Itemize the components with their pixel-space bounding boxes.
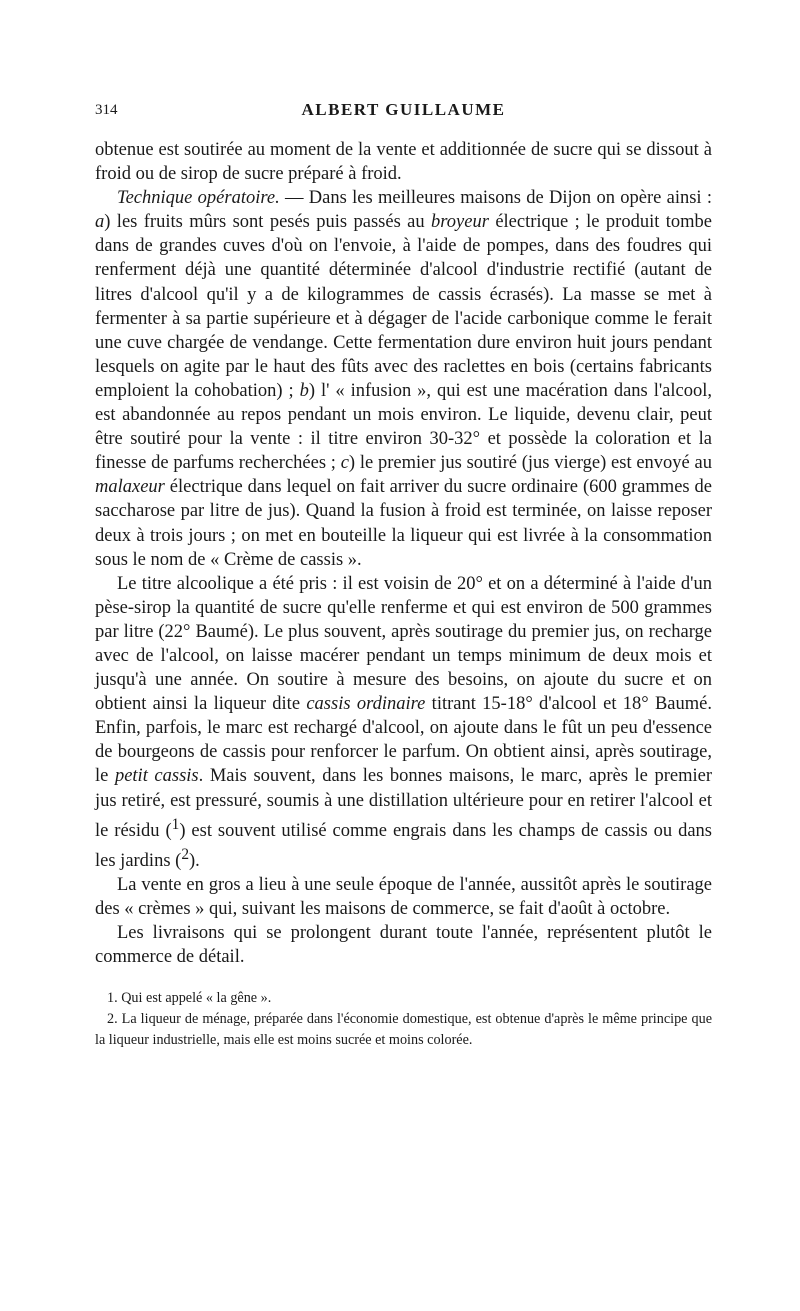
paragraph-4-text: La vente en gros a lieu à une seule époque de l'année, aussitôt après le soutirage des « crèmes » qui, suivant les maisons de commerce, se fait d'août à octobre.	[95, 875, 712, 920]
footnote-1: 1. Qui est appelé « la gêne ».	[107, 989, 272, 1006]
p2-text-a: — Dans les meilleures maisons de Dijon on opère ainsi :	[279, 188, 712, 209]
term-malaxeur: malaxeur	[95, 477, 165, 498]
footnote-ref-2[interactable]: 2	[181, 845, 190, 863]
p3-text-e: ).	[189, 851, 200, 872]
page-header	[95, 100, 712, 130]
list-label-b: b	[299, 380, 309, 401]
footnote-2: 2. La liqueur de ménage, préparée dans l'économie domestique, est obtenue d'après le même principe que la liqueur industrielle, mais elle est moins sucrée et moins colorée.	[95, 1010, 712, 1048]
paragraph-1-text: obtenue est soutirée au moment de la vente et additionnée de sucre qui se dissout à froid ou de sirop de sucre préparé à froid.	[95, 140, 712, 185]
p3-text-b: titrant 15-18° d'alcool et 18° Baumé. Enfin, parfois, le marc est rechargé d'alcool, on ajoute dans le fût un peu d'essence de bourgeons de cassis pour renforcer le parfum. On obtient ainsi, après soutirage, le	[95, 694, 712, 787]
book-page	[95, 100, 712, 1051]
paragraph-1	[95, 138, 712, 186]
p2-text-b: ) les fruits mûrs sont pesés puis passés au	[104, 212, 432, 233]
term-cassis-ordinaire: cassis ordinaire	[306, 694, 426, 715]
section-title-technique: Technique opératoire.	[117, 188, 280, 209]
term-petit-cassis: petit cassis	[114, 766, 199, 787]
p3-text-c: . Mais souvent, dans les bonnes maisons, le marc, après le premier jus retiré, est pressuré, soumis à une distillation ultérieure pour en retirer l'alcool et le résidu (	[95, 766, 712, 841]
p3-text-d: ) est souvent utilisé comme engrais dans les champs de cassis ou dans les jardins (	[95, 820, 712, 872]
list-label-a: a	[95, 212, 105, 233]
paragraph-3	[95, 572, 712, 873]
p2-text-e: ) le premier jus soutiré (jus vierge) est envoyé au	[348, 453, 712, 474]
running-head: ALBERT GUILLAUME	[301, 100, 506, 119]
p3-text-a: Le titre alcoolique a été pris : il est voisin de 20° et on a déterminé à l'aide d'un pèse-sirop la quantité de sucre qu'elle renferme et qui est environ de 500 grammes par litre (22° Baumé). Le plus souvent, après soutirage du premier jus, on recharge avec de l'alcool, on laisse macérer pendant un temps minimum de deux mois et jusqu'à une année. On soutire à mesure des besoins, on ajoute du sucre et on obtient ainsi la liqueur dite	[95, 573, 712, 715]
p2-text-c: électrique ; le produit tombe dans de grandes cuves d'où on l'envoie, à l'aide de pompes, dans des foudres qui renferment déjà une quantité déterminée d'alcool d'industrie rectifié (autant de litres d'alcool qu'il y a de kilogrammes de cassis écrasés). La masse se met à fermenter à sa partie supérieure et à dégager de l'acide carbonique comme le ferait une cuve chargée de vendange. Cette fermentation dure environ huit jours pendant lesquels on agite par le haut des fûts avec des raclettes en bois (certains fabricants emploient la cohobation) ;	[95, 212, 712, 401]
paragraph-2	[95, 186, 712, 572]
footnotes	[95, 988, 712, 1051]
body-text	[95, 138, 712, 970]
p2-text-f: électrique dans lequel on fait arriver du sucre ordinaire (600 grammes de saccharose par litre de jus). Quand la fusion à froid est terminée, on laisse reposer deux à trois jours ; on met en bouteille la liqueur qui est livrée à la consommation sous le nom de « Crème de cassis ».	[95, 477, 712, 570]
p2-text-d: ) l' « infusion », qui est une macération dans l'alcool, est abandonnée au repos pendant un mois environ. Le liquide, devenu clair, peut être soutiré pour la vente : il titre environ 30-32° et possède la coloration et la finesse de parfums recherchées ;	[95, 380, 713, 474]
footnote-ref-1[interactable]: 1	[171, 815, 180, 833]
paragraph-5	[95, 921, 712, 969]
list-label-c: c	[340, 453, 349, 474]
paragraph-4	[95, 873, 712, 921]
paragraph-5-text: Les livraisons qui se prolongent durant toute l'année, représentent plutôt le commerce de détail.	[95, 923, 712, 968]
page-number: 314	[95, 102, 118, 118]
term-broyeur: broyeur	[431, 212, 489, 233]
